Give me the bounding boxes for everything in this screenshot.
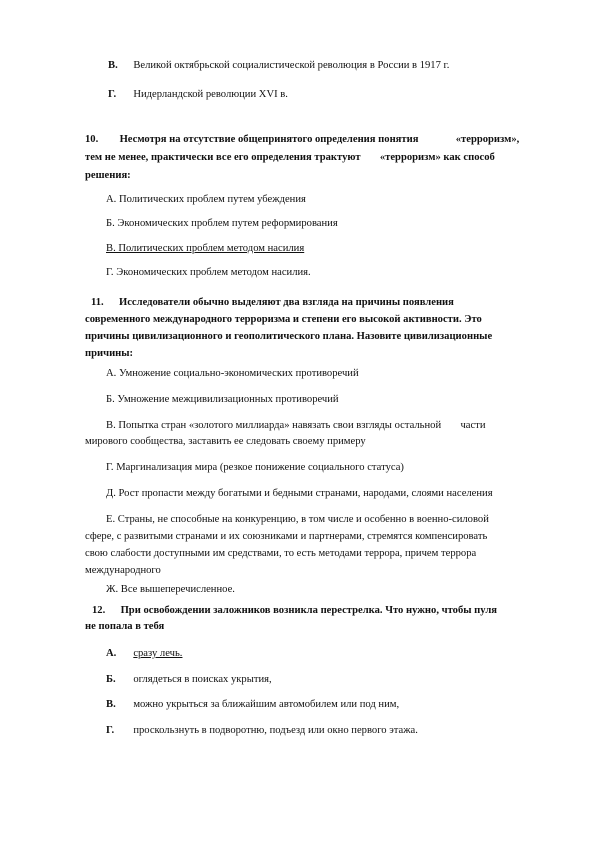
q11-option-e-line-1: Е. Страны, не способные на конкуренцию, в том числе и особенно в военно-силовой: [106, 514, 489, 525]
q12-option-a-label: А.: [106, 648, 117, 659]
q11-option-g: Г. Маргинализация мира (резкое понижение социального статуса): [106, 462, 404, 473]
q9-option-v-label: В.: [108, 60, 118, 71]
q12-option-v-text: можно укрыться за ближайшим автомобилем или под ним,: [133, 699, 400, 710]
q9-option-g-label: Г.: [108, 89, 117, 100]
q11-option-v-line-1: [106, 419, 485, 432]
q9-option-g-text: Нидерландской революции XVI в.: [133, 89, 288, 100]
q12-option-g: [106, 724, 418, 737]
q10-option-g: Г. Экономических проблем методом насилия.: [106, 267, 311, 278]
q12-option-a-text: сразу лечь.: [133, 648, 183, 659]
q12-option-b-label: Б.: [106, 674, 116, 685]
q10-number: 10.: [85, 134, 99, 145]
q11-line-1: [91, 296, 454, 309]
q11-line-2: современного международного терроризма и степени его высокой активности. Это: [85, 314, 482, 325]
q12-option-v-label: В.: [106, 699, 116, 710]
q9-option-v-text: Великой октябрьской социалистической революция в России в 1917 г.: [133, 60, 450, 71]
q11-option-d: Д. Рост пропасти между богатыми и бедными странами, народами, слоями населения: [106, 488, 493, 499]
q11-option-v-line-2: мирового сообщества, заставить ее следовать своему примеру: [85, 436, 366, 447]
q12-option-v: [106, 698, 399, 711]
q10-text-1a: Несмотря на отсутствие общепринятого определения понятия: [119, 134, 419, 145]
q9-option-v: [108, 59, 449, 72]
q12-option-g-text: проскользнуть в подворотню, подъезд или окно первого этажа.: [133, 725, 418, 736]
q11-option-e-line-3: свою слабости доступными им средствами, то есть методами террора, причем террора: [85, 548, 477, 559]
q12-option-g-label: Г.: [106, 725, 115, 736]
q11-option-e-line-2: сфере, с развитыми странами и их союзниками и партнерами, стремятся компенсировать: [85, 531, 488, 542]
q9-option-g: [108, 88, 288, 101]
q10-line-2: [85, 151, 495, 164]
q10-text-2a: тем не менее, практически все его определения трактуют: [85, 152, 361, 163]
q10-line-1: [85, 133, 519, 146]
q12-option-b: [106, 673, 272, 686]
q10-text-1b: «терроризм»,: [455, 134, 520, 145]
q11-line-4: причины:: [85, 348, 134, 359]
q11-option-a: А. Умножение социально-экономических противоречий: [106, 368, 359, 379]
q12-option-a-correct: [106, 647, 182, 660]
q10-text-2b: «терроризм» как способ: [379, 152, 495, 163]
q11-option-v-text-1b: части: [460, 420, 486, 431]
q11-option-b: Б. Умножение межцивилизационных противоречий: [106, 394, 339, 405]
q12-text-1: При освобождении заложников возникла перестрелка. Что нужно, чтобы пуля: [120, 605, 497, 616]
q10-option-v-correct: В. Политических проблем методом насилия: [106, 243, 305, 254]
q11-line-3: причины цивилизационного и геополитического плана. Назовите цивилизационные: [85, 331, 493, 342]
q12-number: 12.: [92, 605, 106, 616]
q11-option-v-text-1a: В. Попытка стран «золотого миллиарда» навязать свои взгляды остальной: [106, 420, 442, 431]
q12-option-b-text: оглядеться в поисках укрытия,: [133, 674, 272, 685]
q10-line-3: решения:: [85, 170, 131, 181]
q10-option-a: А. Политических проблем путем убеждения: [106, 194, 306, 205]
q10-option-b: Б. Экономических проблем путем реформирования: [106, 218, 338, 229]
q11-number: 11.: [91, 297, 104, 308]
q12-line-1: [92, 604, 497, 617]
q11-text-1: Исследователи обычно выделяют два взгляда на причины появления: [118, 297, 454, 308]
q11-option-zh: Ж. Все вышеперечисленное.: [106, 584, 235, 595]
q12-line-2: не попала в тебя: [85, 621, 165, 632]
q11-option-e-line-4: международного: [85, 565, 161, 576]
